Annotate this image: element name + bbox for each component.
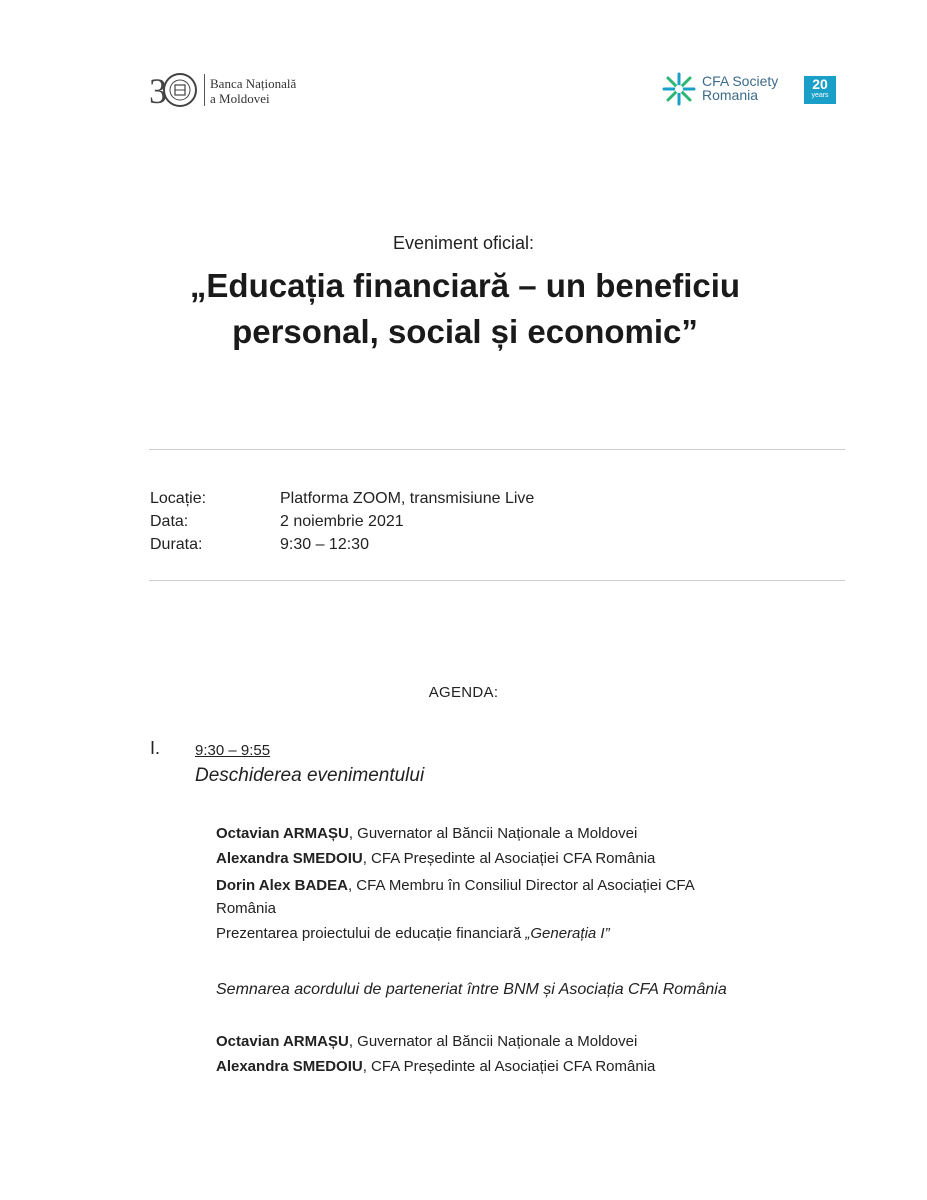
speaker-role: , CFA Președinte al Asociației CFA România (362, 1058, 656, 1075)
speaker-line (216, 847, 816, 871)
cfa-starburst-icon (662, 72, 696, 106)
info-value: Platforma ZOOM, transmisiune Live (280, 490, 535, 507)
presentation-text: Prezentarea proiectului de educație financiară (216, 925, 526, 942)
divider-top (149, 449, 845, 450)
cfa-name-line2: Romania (702, 87, 759, 103)
info-label: Locație: (150, 490, 207, 507)
info-location-row (150, 490, 850, 514)
section-number: I. (150, 738, 161, 758)
info-label: Durata: (150, 536, 203, 553)
cfa-name-line1: CFA Society (702, 73, 779, 89)
event-pre-title: Eveniment oficial: (392, 233, 535, 253)
speaker-name: Dorin Alex BADEA (216, 877, 348, 894)
presentation-project: „Generația I” (525, 925, 610, 942)
event-title-line1: „Educația financiară – un beneficiu (189, 267, 741, 304)
bnm-logo-text (210, 76, 296, 106)
info-value: 9:30 – 12:30 (280, 536, 369, 553)
presentation-line (216, 922, 816, 946)
speaker-name: Alexandra SMEDOIU (216, 1058, 363, 1075)
section-time: 9:30 – 9:55 (195, 742, 271, 759)
speaker-line (216, 874, 816, 898)
info-label: Data: (150, 513, 189, 530)
speaker-role: , CFA Președinte al Asociației CFA România (362, 850, 656, 867)
bnm-name-line2: a Moldovei (210, 91, 270, 106)
bnm-name-line1: Banca Națională (210, 76, 297, 91)
speaker-role: , Guvernator al Băncii Naționale a Moldovei (348, 1033, 638, 1050)
speaker-name: Octavian ARMAȘU (216, 825, 349, 842)
badge-text: years (811, 92, 829, 99)
speaker-role-continuation: România (216, 900, 277, 917)
speaker-name: Octavian ARMAȘU (216, 1033, 349, 1050)
section-title: Deschiderea evenimentului (195, 765, 425, 786)
info-date-row (150, 513, 850, 537)
info-value: 2 noiembrie 2021 (280, 513, 404, 530)
bnm-logo-divider (204, 74, 205, 106)
info-duration-row (150, 536, 850, 560)
agenda-heading: AGENDA: (428, 684, 499, 701)
speaker-line (216, 822, 816, 846)
speaker-role: , Guvernator al Băncii Naționale a Moldovei (348, 825, 638, 842)
cfa-20-years-badge (804, 76, 836, 104)
signing-line: Semnarea acordului de parteneriat între BNM și Asociația CFA România (216, 981, 727, 998)
bnm-30-emblem-icon (148, 68, 200, 110)
badge-number: 20 (812, 76, 828, 92)
cfa-logo-text (702, 74, 778, 102)
bnm-logo (148, 68, 318, 112)
speaker-line (216, 1030, 816, 1054)
speaker-role: , CFA Membru în Consiliul Director al Asociației CFA (347, 877, 695, 894)
speaker-line (216, 1055, 816, 1079)
event-title (120, 263, 810, 355)
svg-text:3: 3 (149, 71, 167, 110)
cfa-society-logo (662, 72, 842, 108)
divider-bottom (149, 580, 845, 581)
event-title-line2: personal, social și economic” (232, 313, 698, 350)
speaker-name: Alexandra SMEDOIU (216, 850, 363, 867)
